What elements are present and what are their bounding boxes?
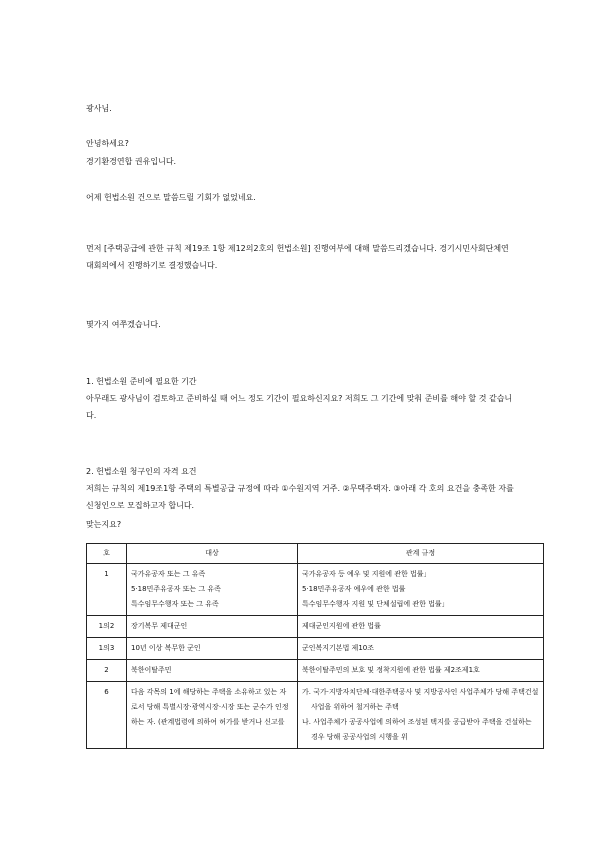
salutation: 광사님. bbox=[86, 104, 112, 113]
table-row bbox=[87, 638, 544, 660]
header-target: 대상 bbox=[127, 544, 298, 564]
law-line: 특수임무수행자 지원 및 단체설립에 관한 법률」 bbox=[302, 600, 449, 608]
row-no: 2 bbox=[87, 660, 127, 682]
intro-line: 경기환경연합 권유입니다. bbox=[86, 157, 177, 166]
section1-title: 1. 헌법소원 준비에 필요한 기간 bbox=[86, 377, 197, 386]
row-target bbox=[127, 564, 298, 616]
section2-title: 2. 헌법소원 청구인의 자격 요건 bbox=[86, 467, 197, 476]
table-row bbox=[87, 660, 544, 682]
ask-line: 몇가지 여쭈겠습니다. bbox=[86, 320, 161, 329]
row-target: 북한이탈주민 bbox=[127, 660, 298, 682]
law-line: 국가유공자 등 예우 및 지원에 관한 법률」 bbox=[302, 570, 431, 578]
law-item: 나. 사업주체가 공공사업에 의하여 조성된 택지를 공급받아 주택을 건설하는 경우 당해 공공사업의 시행을 위 bbox=[302, 718, 532, 741]
row-target: 10년 이상 복무한 군인 bbox=[127, 638, 298, 660]
section2-body: 저희는 규칙의 제19조1항 주택의 특별공급 규정에 따라 ①수원지역 거주. ②무택주택자. ③아래 각 호의 요건을 충족한 자를 신청인으로 모집하고자 합니다. bbox=[86, 484, 514, 510]
table-row bbox=[87, 564, 544, 616]
section2-question: 맞는지요? bbox=[86, 520, 122, 529]
section1-body: 아무래도 광사님이 검토하고 준비하실 때 어느 정도 기간이 필요하신지요? 저희도 그 기간에 맞춰 준비를 해야 할 것 같습니다. bbox=[86, 394, 513, 420]
row-no: 6 bbox=[87, 682, 127, 749]
row-target: 다음 각목의 1에 해당하는 주택을 소유하고 있는 자로서 당해 특별시장·광역시장·시장 또는 군수가 인정하는 자. (관계법령에 의하여 허가를 받거나 신고를 bbox=[127, 682, 298, 749]
row-law: 북한이탈주민의 보호 및 정착지원에 관한 법률 제2조제1호 bbox=[298, 660, 544, 682]
row-no: 1의3 bbox=[87, 638, 127, 660]
row-law bbox=[298, 564, 544, 616]
law-item: 가. 국가·지방자치단체·대한주택공사 및 지방공사인 사업주체가 당해 주택건설사업을 위하여 철거하는 주택 bbox=[302, 688, 539, 711]
row-no: 1의2 bbox=[87, 616, 127, 638]
header-law: 관계 규정 bbox=[298, 544, 544, 564]
row-no: 1 bbox=[87, 564, 127, 616]
table-row bbox=[87, 616, 544, 638]
law-line: 5·18민주유공자 예우에 관한 법률 bbox=[302, 585, 406, 593]
header-no: 호 bbox=[87, 544, 127, 564]
row-target: 장기복무 제대군인 bbox=[127, 616, 298, 638]
row-law bbox=[298, 682, 544, 749]
row-law: 제대군인지원에 관한 법률 bbox=[298, 616, 544, 638]
target-line: 5·18민주유공자 또는 그 유족 bbox=[131, 585, 221, 593]
target-line: 국가유공자 또는 그 유족 bbox=[131, 570, 206, 578]
yesterday-line: 어제 헌법소원 건으로 말씀드릴 기회가 없었네요. bbox=[86, 193, 256, 202]
table-row bbox=[87, 682, 544, 749]
qualification-table bbox=[86, 543, 544, 749]
greeting: 안녕하세요? bbox=[86, 139, 129, 148]
first-paragraph: 먼저 [주택공급에 관한 규칙 제19조 1항 제12의2호의 헌법소원] 진행여부에 대해 말씀드리겠습니다. 경기시민사회단체연대회의에서 진행하기로 결정했습니다. bbox=[86, 244, 509, 270]
target-line: 특수임무수행자 또는 그 유족 bbox=[131, 600, 219, 608]
table-header-row bbox=[87, 544, 544, 564]
row-law: 군인복지기본법 제10조 bbox=[298, 638, 544, 660]
